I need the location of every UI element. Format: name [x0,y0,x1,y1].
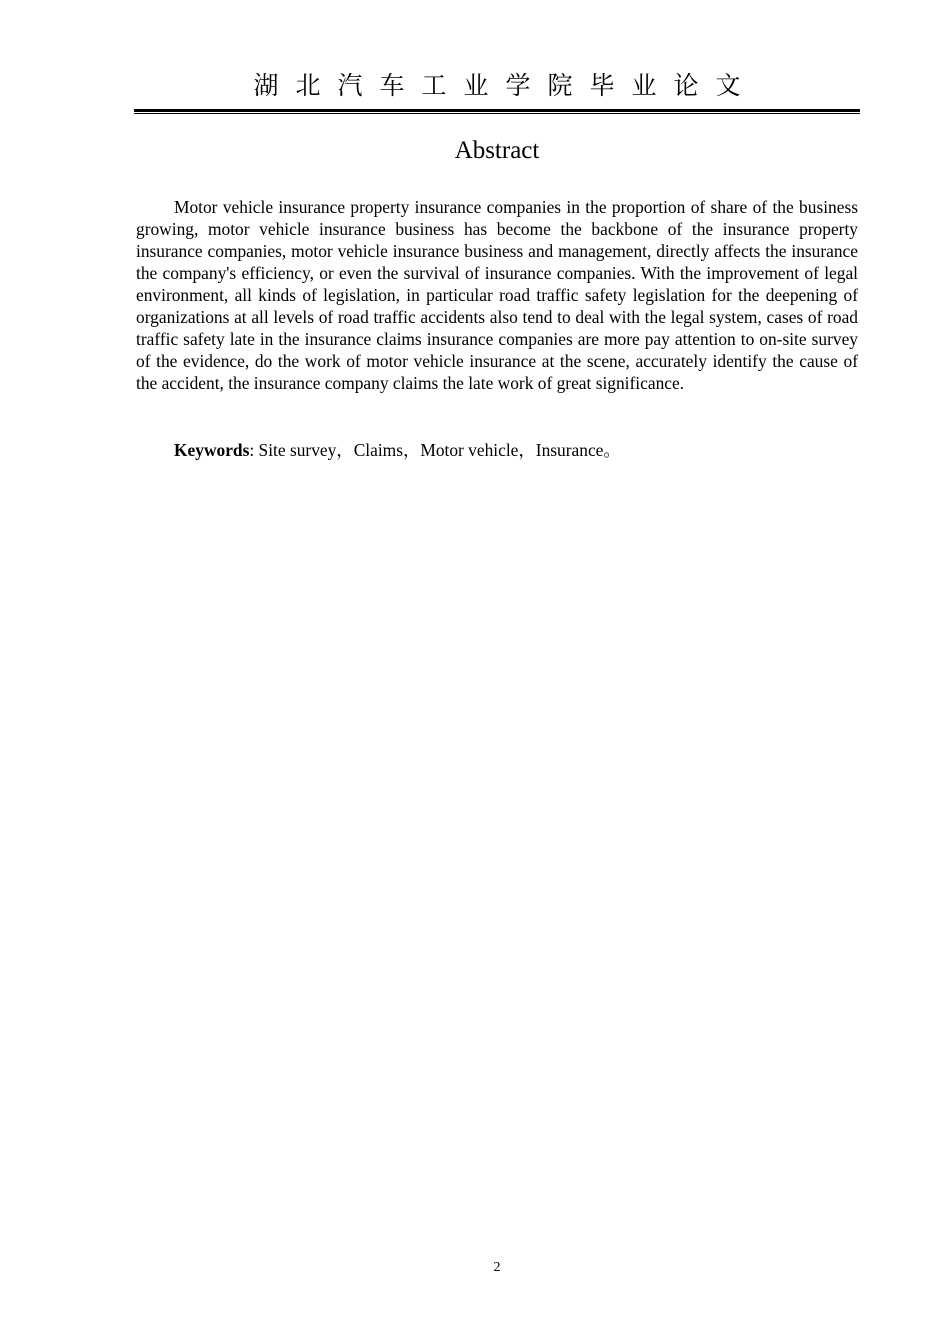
abstract-body: Motor vehicle insurance property insurance companies in the proportion of share of the business growing, motor vehicle insurance business has become the backbone of the insurance property insurance companies, motor vehicle insurance business and management, directly affects the insurance the company's efficiency, or even the survival of insurance companies. With the improvement of legal environment, all kinds of legislation, in particular road traffic safety legislation for the deepening of organizations at all levels of road traffic accidents also tend to deal with the legal system, cases of road traffic safety late in the insurance claims insurance companies are more pay attention to on-site survey of the evidence, do the work of motor vehicle insurance at the scene, accurately identify the cause of the accident, the insurance company claims the late work of great significance. [136,197,858,393]
running-header: 湖北汽车工业学院毕业论文 [253,71,758,100]
keywords-text: : Site survey，Claims，Motor vehicle，Insurance。 [249,440,621,460]
header-rule-thick [134,109,860,112]
keywords-label: Keywords [174,440,250,460]
keywords-line [136,439,858,461]
header-rule-thin [134,113,860,114]
page-number: 2 [493,1260,501,1275]
abstract-title: Abstract [454,137,540,164]
